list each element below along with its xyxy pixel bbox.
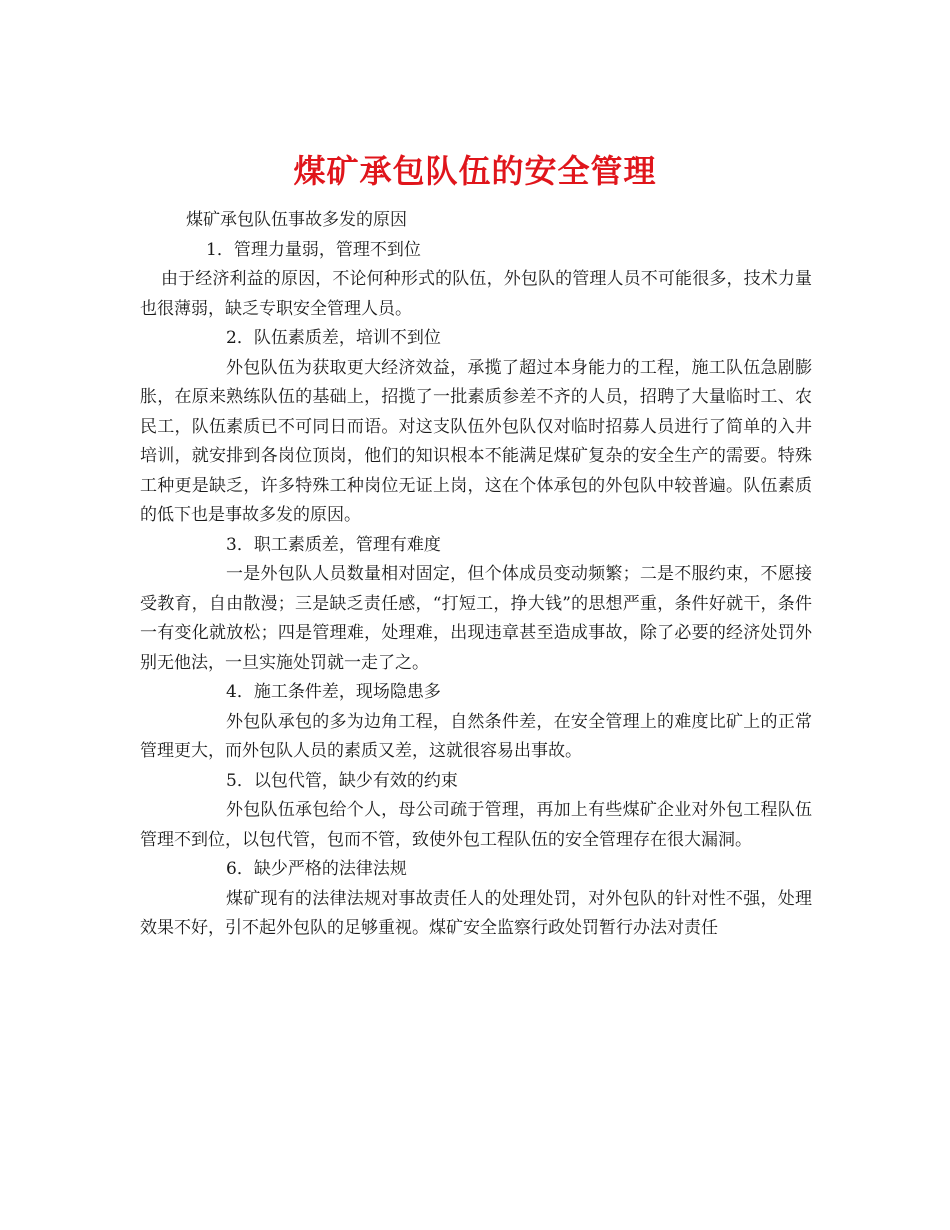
section-heading-1: 1．管理力量弱，管理不到位	[206, 239, 421, 260]
section-heading-5: 5．以包代管，缺少有效的约束	[226, 770, 458, 791]
section-paragraph-2: 外包队伍为获取更大经济效益，承揽了超过本身能力的工程，施工队伍急剧膨胀，在原来熟练队伍的基础上，招揽了一批素质参差不齐的人员，招聘了大量临时工、农民工，队伍素质已不可同日而语。对这支队伍外包队仅对临时招募人员进行了简单的入井培训，就安排到各岗位顶岗，他们的知识根本不能满足煤矿复杂的安全生产的需要。特殊工种更是缺乏，许多特殊工种岗位无证上岗，这在个体承包的外包队中较普遍。队伍素质的低下也是事故多发的原因。	[140, 357, 812, 525]
section-paragraph-5: 外包队伍承包给个人，母公司疏于管理，再加上有些煤矿企业对外包工程队伍管理不到位，以包代管，包而不管，致使外包工程队伍的安全管理存在很大漏洞。	[140, 800, 812, 850]
section-subtitle: 煤矿承包队伍事故多发的原因	[186, 210, 407, 230]
section-paragraph-6: 煤矿现有的法律法规对事故责任人的处理处罚，对外包队的针对性不强，处理效果不好，引不起外包队的足够重视。煤矿安全监察行政处罚暂行办法对责任	[140, 888, 812, 938]
section-heading-4: 4．施工条件差，现场隐患多	[226, 682, 441, 702]
section-paragraph-3: 一是外包队人员数量相对固定，但个体成员变动频繁；二是不服约束，不愿接受教育，自由散漫；三是缺乏责任感，“打短工，挣大钱”的思想严重，条件好就干，条件一有变化就放松；四是管理难，处理难，出现违章甚至造成事故，除了必要的经济处罚外别无他法，一旦实施处罚就一走了之。	[140, 564, 812, 673]
document-body	[140, 206, 812, 944]
section-paragraph-4: 外包队承包的多为边角工程，自然条件差，在安全管理上的难度比矿上的正常管理更大，而外包队人员的素质又差，这就很容易出事故。	[140, 711, 812, 761]
section-heading-2: 2．队伍素质差，培训不到位	[226, 328, 441, 348]
section-heading-3: 3．职工素质差，管理有难度	[226, 534, 441, 555]
document-title: 煤矿承包队伍的安全管理	[293, 152, 657, 191]
section-heading-6: 6．缺少严格的法律法规	[226, 859, 407, 879]
section-paragraph-1: 由于经济利益的原因，不论何种形式的队伍，外包队的管理人员不可能很多，技术力量也很薄弱，缺乏专职安全管理人员。	[140, 269, 812, 319]
